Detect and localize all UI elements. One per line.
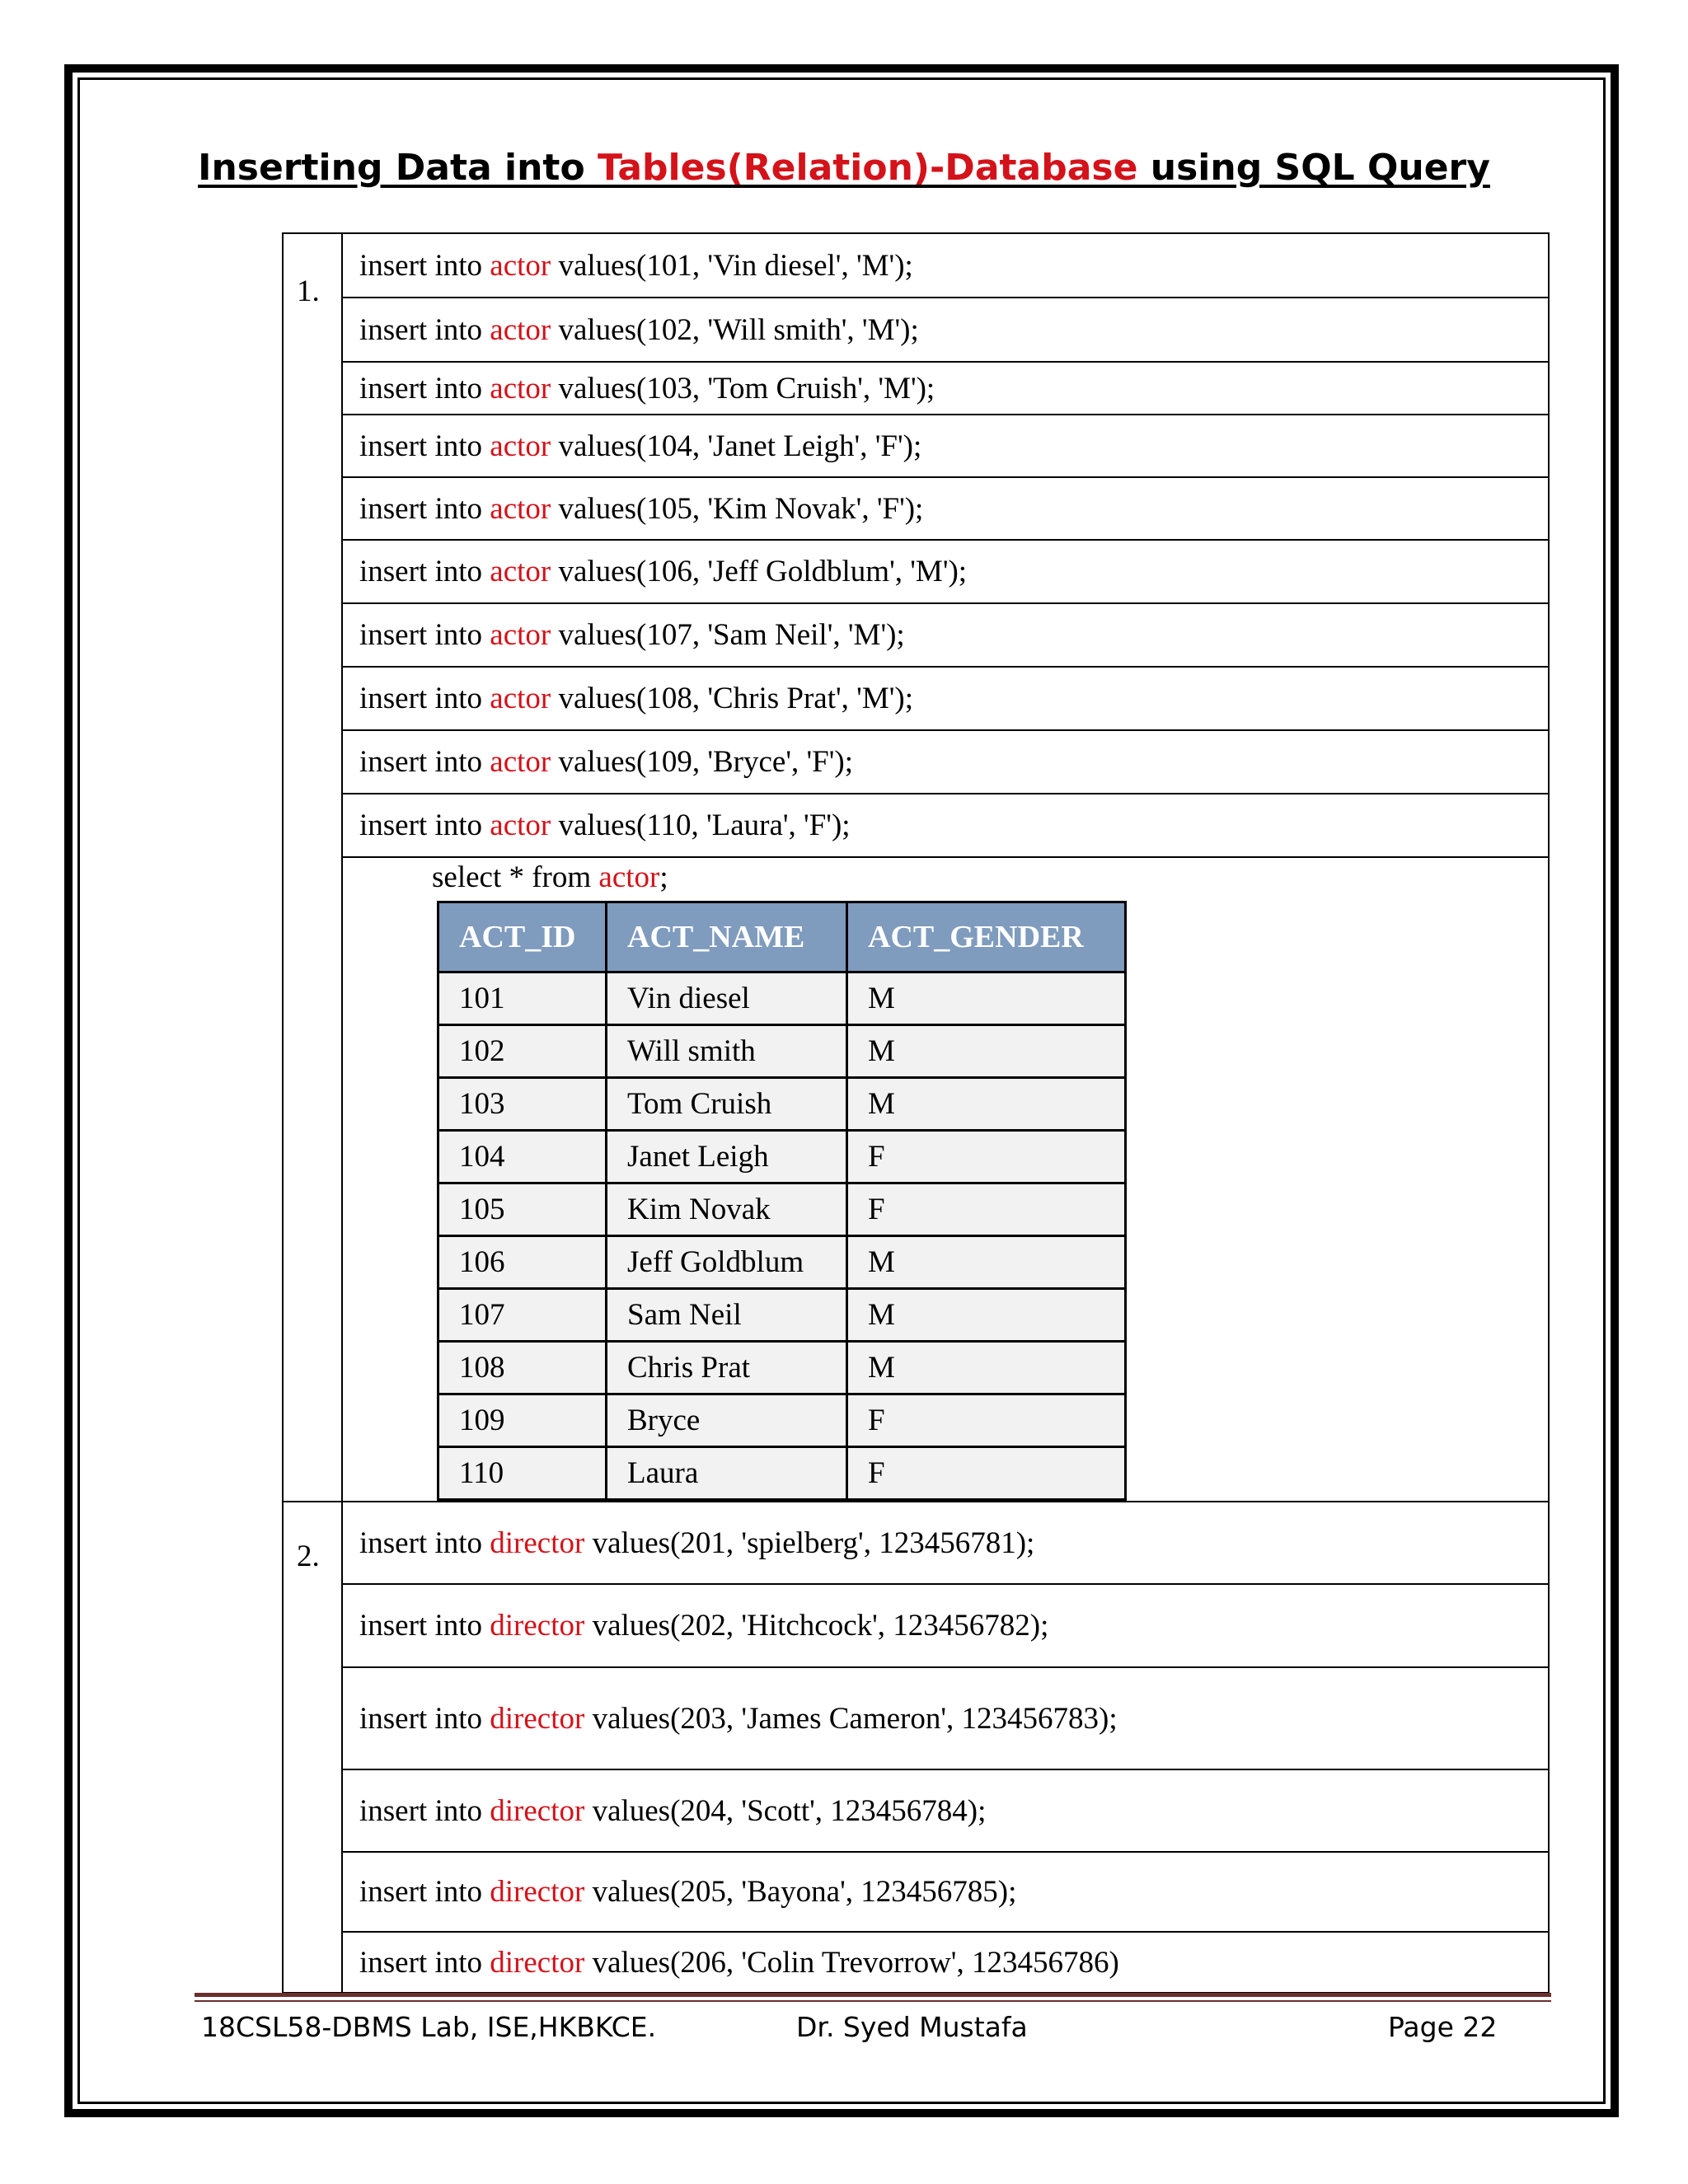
table-row (283, 667, 1549, 730)
table-row (283, 603, 1549, 667)
section-number: 1. (297, 274, 320, 308)
table-row (283, 1769, 1549, 1852)
table-name: actor (490, 371, 551, 405)
query-table (282, 232, 1550, 1994)
insert-keyword: insert into (359, 808, 490, 842)
cell-act-name: Kim Novak (607, 1183, 847, 1236)
query-values: values(107, 'Sam Neil', 'M'); (558, 618, 905, 652)
cell-act-id: 106 (438, 1236, 607, 1289)
table-row (283, 362, 1549, 415)
result-row (438, 1183, 1126, 1236)
table-name: director (490, 1793, 585, 1828)
query-cell (342, 298, 1549, 362)
table-row (283, 1852, 1549, 1932)
query-cell (342, 1502, 1549, 1584)
query-values: values(201, 'spielberg', 123456781); (592, 1526, 1035, 1560)
query-cell (342, 603, 1549, 667)
cell-act-name: Vin diesel (607, 972, 847, 1025)
query-cell (342, 233, 1549, 298)
footer-page-number: Page 22 (1388, 2011, 1498, 2043)
table-row (283, 298, 1549, 362)
cell-act-id: 109 (438, 1394, 607, 1447)
title-part3: using SQL Query (1137, 147, 1490, 189)
cell-act-id: 104 (438, 1131, 607, 1183)
cell-act-name: Janet Leigh (607, 1131, 847, 1183)
query-cell (342, 1667, 1549, 1769)
insert-keyword: insert into (359, 1875, 490, 1909)
cell-act-id: 110 (438, 1447, 607, 1500)
query-cell (342, 1584, 1549, 1667)
cell-act-name: Will smith (607, 1025, 847, 1078)
footer-rule-thick (195, 1993, 1551, 1997)
table-name: director (490, 1609, 585, 1643)
table-name: director (490, 1875, 585, 1909)
table-row (283, 1502, 1549, 1584)
cell-act-gender: M (847, 1342, 1126, 1394)
table-row (283, 730, 1549, 794)
table-row (283, 477, 1549, 540)
table-name: actor (490, 429, 551, 463)
cell-act-id: 101 (438, 972, 607, 1025)
result-row (438, 972, 1126, 1025)
header-act-name: ACT_NAME (607, 902, 847, 972)
query-cell (342, 415, 1549, 477)
query-values: values(204, 'Scott', 123456784); (592, 1793, 987, 1828)
table-row (283, 233, 1549, 298)
query-cell (342, 730, 1549, 794)
insert-keyword: insert into (359, 555, 490, 588)
table-name: actor (490, 745, 551, 779)
table-name: actor (490, 248, 551, 283)
section-number: 2. (297, 1540, 320, 1573)
query-values: values(101, 'Vin diesel', 'M'); (558, 248, 913, 283)
query-values: values(110, 'Laura', 'F'); (558, 808, 851, 842)
table-name: actor (490, 555, 551, 588)
query-cell (342, 794, 1549, 857)
cell-act-gender: M (847, 1025, 1126, 1078)
result-row (438, 1447, 1126, 1500)
insert-keyword: insert into (359, 618, 490, 652)
table-row (283, 1932, 1549, 1993)
select-query (343, 858, 1548, 894)
table-name: actor (490, 491, 551, 526)
table-name: director (490, 1945, 585, 1980)
query-cell (342, 362, 1549, 415)
cell-act-name: Bryce (607, 1394, 847, 1447)
table-name: actor (490, 312, 551, 347)
cell-act-gender: F (847, 1183, 1126, 1236)
query-values: values(103, 'Tom Cruish', 'M'); (558, 371, 935, 405)
table-name: actor (490, 682, 551, 715)
insert-keyword: insert into (359, 248, 490, 283)
select-suffix: ; (659, 860, 668, 894)
table-row (283, 540, 1549, 603)
cell-act-gender: M (847, 972, 1126, 1025)
query-values: values(102, 'Will smith', 'M'); (558, 312, 919, 347)
table-name: director (490, 1701, 585, 1736)
insert-keyword: insert into (359, 745, 490, 779)
result-row (438, 1236, 1126, 1289)
insert-keyword: insert into (359, 312, 490, 347)
select-result-cell (342, 857, 1549, 1502)
query-values: values(109, 'Bryce', 'F'); (558, 745, 854, 779)
cell-act-name: Laura (607, 1447, 847, 1500)
query-values: values(105, 'Kim Novak', 'F'); (558, 491, 924, 526)
query-values: values(104, 'Janet Leigh', 'F'); (558, 429, 922, 463)
cell-act-gender: F (847, 1131, 1126, 1183)
actor-result-table (437, 901, 1127, 1501)
result-row (438, 1394, 1126, 1447)
query-values: values(108, 'Chris Prat', 'M'); (558, 682, 914, 715)
table-row (283, 857, 1549, 1502)
cell-act-name: Tom Cruish (607, 1078, 847, 1131)
footer-author: Dr. Syed Mustafa (796, 2011, 1028, 2043)
cell-act-gender: F (847, 1394, 1126, 1447)
result-row (438, 1078, 1126, 1131)
page-title (0, 147, 1688, 189)
cell-act-name: Sam Neil (607, 1289, 847, 1342)
table-row (283, 1584, 1549, 1667)
query-cell (342, 667, 1549, 730)
cell-act-id: 102 (438, 1025, 607, 1078)
query-values: values(205, 'Bayona', 123456785); (592, 1875, 1017, 1909)
insert-keyword: insert into (359, 429, 490, 463)
title-part2: Tables(Relation)-Database (598, 147, 1138, 189)
insert-keyword: insert into (359, 371, 490, 405)
insert-keyword: insert into (359, 1945, 490, 1980)
insert-keyword: insert into (359, 682, 490, 715)
cell-act-id: 105 (438, 1183, 607, 1236)
table-row (283, 794, 1549, 857)
cell-act-gender: F (847, 1447, 1126, 1500)
table-row (283, 1667, 1549, 1769)
query-values: values(106, 'Jeff Goldblum', 'M'); (558, 555, 968, 588)
insert-keyword: insert into (359, 1701, 490, 1736)
cell-act-id: 103 (438, 1078, 607, 1131)
query-cell (342, 1769, 1549, 1852)
query-cell (342, 1932, 1549, 1993)
cell-act-id: 108 (438, 1342, 607, 1394)
cell-act-id: 107 (438, 1289, 607, 1342)
result-row (438, 1131, 1126, 1183)
result-header-row (438, 902, 1126, 972)
query-values: values(203, 'James Cameron', 123456783); (592, 1701, 1118, 1736)
insert-keyword: insert into (359, 491, 490, 526)
table-name: actor (490, 808, 551, 842)
header-act-id: ACT_ID (438, 902, 607, 972)
cell-act-gender: M (847, 1078, 1126, 1131)
result-row (438, 1025, 1126, 1078)
result-row (438, 1342, 1126, 1394)
insert-keyword: insert into (359, 1526, 490, 1560)
cell-act-gender: M (847, 1289, 1126, 1342)
select-table-name: actor (598, 860, 660, 894)
footer-rule-thin (195, 2000, 1551, 2002)
cell-act-name: Chris Prat (607, 1342, 847, 1394)
cell-act-name: Jeff Goldblum (607, 1236, 847, 1289)
query-cell (342, 540, 1549, 603)
table-row (283, 415, 1549, 477)
table-name: director (490, 1526, 585, 1560)
query-cell (342, 477, 1549, 540)
header-act-gender: ACT_GENDER (847, 902, 1126, 972)
title-part1: Inserting Data into (198, 147, 598, 189)
section-number-cell (283, 1502, 342, 1993)
insert-keyword: insert into (359, 1609, 490, 1643)
select-keyword: select * from (432, 860, 599, 894)
result-row (438, 1289, 1126, 1342)
query-cell (342, 1852, 1549, 1932)
cell-act-gender: M (847, 1236, 1126, 1289)
section-number-cell (283, 233, 342, 1502)
table-name: actor (490, 618, 551, 652)
insert-keyword: insert into (359, 1793, 490, 1828)
footer-course: 18CSL58-DBMS Lab, ISE,HKBKCE. (201, 2011, 657, 2043)
query-values: values(206, 'Colin Trevorrow', 123456786) (592, 1945, 1119, 1980)
query-values: values(202, 'Hitchcock', 123456782); (592, 1609, 1049, 1643)
